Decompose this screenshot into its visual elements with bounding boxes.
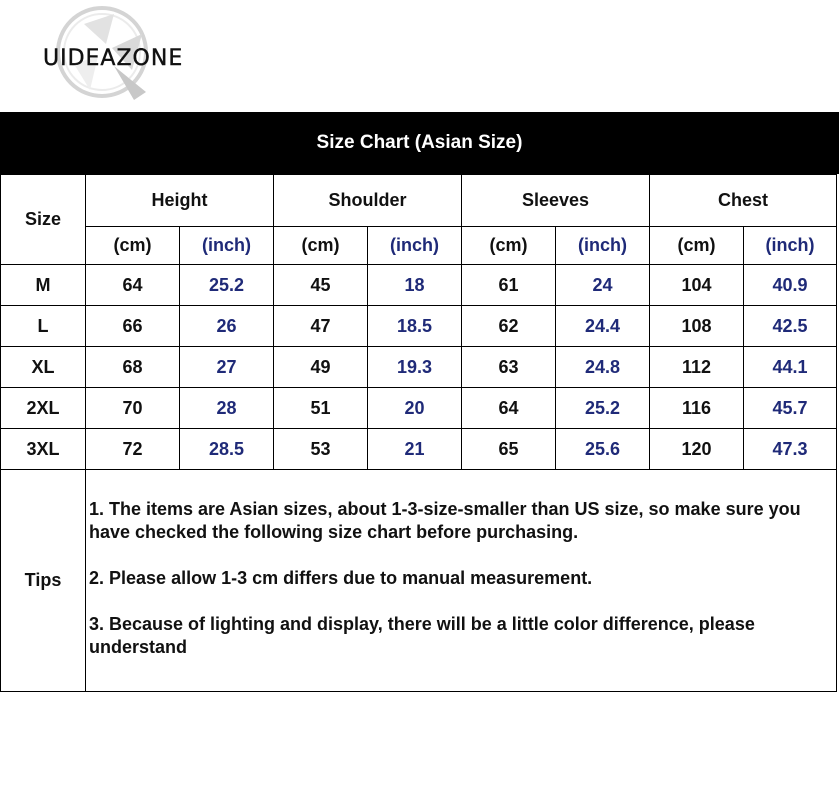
size-header: Size bbox=[1, 175, 86, 265]
value-cell: 116 bbox=[650, 388, 744, 429]
value-cell: 21 bbox=[368, 429, 462, 470]
value-cell: 18.5 bbox=[368, 306, 462, 347]
table-row bbox=[1, 347, 837, 388]
tip-item: 1. The items are Asian sizes, about 1-3-size-smaller than US size, so make sure you have checked the following size chart before purchasing. bbox=[89, 499, 801, 542]
chest-header: Chest bbox=[650, 175, 837, 227]
sleeves-header: Sleeves bbox=[462, 175, 650, 227]
value-cell: 42.5 bbox=[744, 306, 837, 347]
brand-logo bbox=[40, 4, 190, 104]
value-cell: 112 bbox=[650, 347, 744, 388]
size-cell: M bbox=[1, 265, 86, 306]
value-cell: 61 bbox=[462, 265, 556, 306]
size-cell: 2XL bbox=[1, 388, 86, 429]
group-header-row bbox=[1, 175, 837, 227]
unit-header-row bbox=[1, 227, 837, 265]
value-cell: 24 bbox=[556, 265, 650, 306]
value-cell: 66 bbox=[86, 306, 180, 347]
value-cell: 49 bbox=[274, 347, 368, 388]
value-cell: 40.9 bbox=[744, 265, 837, 306]
value-cell: 45.7 bbox=[744, 388, 837, 429]
table-row bbox=[1, 265, 837, 306]
value-cell: 47.3 bbox=[744, 429, 837, 470]
height-header: Height bbox=[86, 175, 274, 227]
size-chart-table bbox=[0, 174, 837, 692]
tip-item: 2. Please allow 1-3 cm differs due to manual measurement. bbox=[89, 568, 593, 588]
value-cell: 27 bbox=[180, 347, 274, 388]
unit-header: (inch) bbox=[368, 227, 462, 265]
tips-label: Tips bbox=[1, 470, 86, 692]
value-cell: 28 bbox=[180, 388, 274, 429]
value-cell: 64 bbox=[462, 388, 556, 429]
value-cell: 18 bbox=[368, 265, 462, 306]
value-cell: 64 bbox=[86, 265, 180, 306]
unit-header: (inch) bbox=[180, 227, 274, 265]
value-cell: 20 bbox=[368, 388, 462, 429]
value-cell: 19.3 bbox=[368, 347, 462, 388]
tip-item: 3. Because of lighting and display, there will be a little color difference, please understand bbox=[89, 614, 755, 657]
unit-header: (cm) bbox=[650, 227, 744, 265]
size-cell: L bbox=[1, 306, 86, 347]
value-cell: 108 bbox=[650, 306, 744, 347]
value-cell: 25.2 bbox=[180, 265, 274, 306]
value-cell: 104 bbox=[650, 265, 744, 306]
value-cell: 68 bbox=[86, 347, 180, 388]
value-cell: 25.2 bbox=[556, 388, 650, 429]
value-cell: 25.6 bbox=[556, 429, 650, 470]
value-cell: 24.8 bbox=[556, 347, 650, 388]
brand-name: UIDEAZONE bbox=[43, 46, 184, 71]
table-row bbox=[1, 388, 837, 429]
value-cell: 45 bbox=[274, 265, 368, 306]
unit-header: (inch) bbox=[744, 227, 837, 265]
value-cell: 62 bbox=[462, 306, 556, 347]
shoulder-header: Shoulder bbox=[274, 175, 462, 227]
value-cell: 24.4 bbox=[556, 306, 650, 347]
value-cell: 63 bbox=[462, 347, 556, 388]
table-row bbox=[1, 429, 837, 470]
value-cell: 53 bbox=[274, 429, 368, 470]
unit-header: (inch) bbox=[556, 227, 650, 265]
unit-header: (cm) bbox=[86, 227, 180, 265]
size-cell: XL bbox=[1, 347, 86, 388]
tips-row bbox=[1, 470, 837, 692]
value-cell: 72 bbox=[86, 429, 180, 470]
chart-title-bar bbox=[0, 112, 839, 174]
value-cell: 44.1 bbox=[744, 347, 837, 388]
size-cell: 3XL bbox=[1, 429, 86, 470]
chart-title: Size Chart (Asian Size) bbox=[316, 132, 523, 153]
unit-header: (cm) bbox=[462, 227, 556, 265]
value-cell: 51 bbox=[274, 388, 368, 429]
value-cell: 47 bbox=[274, 306, 368, 347]
value-cell: 28.5 bbox=[180, 429, 274, 470]
table-row bbox=[1, 306, 837, 347]
value-cell: 65 bbox=[462, 429, 556, 470]
value-cell: 120 bbox=[650, 429, 744, 470]
value-cell: 26 bbox=[180, 306, 274, 347]
unit-header: (cm) bbox=[274, 227, 368, 265]
tips-content bbox=[86, 470, 837, 692]
value-cell: 70 bbox=[86, 388, 180, 429]
